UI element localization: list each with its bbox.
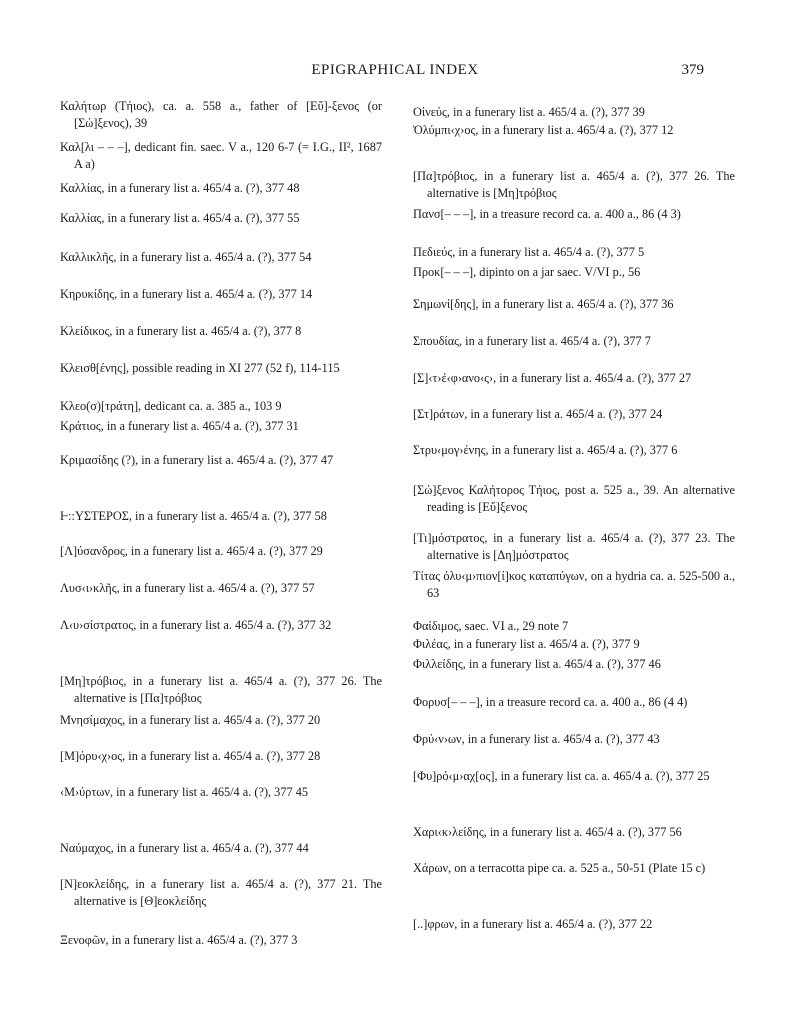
index-entry: Κράτιος, in a funerary list a. 465/4 a. (?), 377 31	[60, 419, 299, 433]
index-entry: Λ‹υ›σίστρατος, in a funerary list a. 465/4 a. (?), 377 32	[60, 618, 332, 632]
index-entry: Φορυσ[– – –], in a treasure record ca. a. 400 a., 86 (4 4)	[413, 695, 688, 709]
index-entry: Καλλίας, in a funerary list a. 465/4 a. (?), 377 48	[60, 181, 300, 195]
index-entry: Ὀλύμπι‹χ›ος, in a funerary list a. 465/4 a. (?), 377 12	[413, 123, 674, 137]
index-entry: Φιλλείδης, in a funerary list a. 465/4 a. (?), 377 46	[413, 657, 661, 671]
index-entry: Φαίδιμος, saec. VI a., 29 note 7	[413, 619, 569, 633]
index-entry: Καλλικλῆς, in a funerary list a. 465/4 a. (?), 377 54	[60, 250, 312, 264]
page-number: 379	[681, 62, 704, 78]
index-entry: ‹Μ›ύρτων, in a funerary list a. 465/4 a. (?), 377 45	[60, 785, 309, 799]
index-entry: [Στ]ράτων, in a funerary list a. 465/4 a. (?), 377 24	[413, 407, 663, 421]
index-entry: Κλεο(σ)[τράτη], dedicant ca. a. 385 a., 103 9	[60, 399, 282, 413]
index-entry: Φιλέας, in a funerary list a. 465/4 a. (?), 377 9	[413, 637, 640, 651]
index-entry: [Πα]τρόβιος, in a funerary list a. 465/4 a. (?), 377 26. The alternative is [Μη]τρόβιος	[413, 169, 735, 200]
index-entry: Τίτας ὀλυ‹μ›πιον[ί]κος καταπύγων, on a hydria ca. a. 525-500 a., 63	[413, 569, 735, 600]
index-entry: Πεδιεύς, in a funerary list a. 465/4 a. (?), 377 5	[413, 245, 645, 259]
index-entry: Σημωνί[δης], in a funerary list a. 465/4 a. (?), 377 36	[413, 297, 674, 311]
index-entry: Πανσ[– – –], in a treasure record ca. a. 400 a., 86 (4 3)	[413, 207, 681, 221]
index-entry: Καλλίας, in a funerary list a. 465/4 a. (?), 377 55	[60, 211, 300, 225]
index-entry: Προκ[– – –], dipinto on a jar saec. V/VI p., 56	[413, 265, 641, 279]
index-entry: Ξενοφῶν, in a funerary list a. 465/4 a. (?), 377 3	[60, 933, 298, 947]
index-entry: [Λ]ύσανδρος, in a funerary list a. 465/4 a. (?), 377 29	[60, 544, 323, 558]
index-entry: [Σ]‹τ›έ‹φ›ανο‹ς›, in a funerary list a. 465/4 a. (?), 377 27	[413, 371, 692, 385]
index-entry: [Μη]τρόβιος, in a funerary list a. 465/4 a. (?), 377 26. The alternative is [Πα]τρόβιος	[60, 674, 382, 705]
index-entry: Ναύμαχος, in a funerary list a. 465/4 a. (?), 377 44	[60, 841, 309, 855]
page-header	[0, 62, 790, 86]
index-entry: Χάρων, on a terracotta pipe ca. a. 525 a., 50-51 (Plate 15 c)	[413, 861, 706, 875]
index-entry: Οἰνεύς, in a funerary list a. 465/4 a. (?), 377 39	[413, 105, 645, 119]
index-entry: Φρύ‹ν›ων, in a funerary list a. 465/4 a. (?), 377 43	[413, 732, 660, 746]
index-entry: Σπουδίας, in a funerary list a. 465/4 a. (?), 377 7	[413, 334, 651, 348]
index-entry: Χαρι‹κ›λείδης, in a funerary list a. 465/4 a. (?), 377 56	[413, 825, 682, 839]
index-entry: [Τι]μόστρατος, in a funerary list a. 465/4 a. (?), 377 23. The alternative is [Δη]μόστρατος	[413, 531, 735, 562]
index-entry: Στρυ‹μογ›ένης, in a funerary list a. 465/4 a. (?), 377 6	[413, 443, 678, 457]
index-entry: Κλείδικος, in a funerary list a. 465/4 a. (?), 377 8	[60, 324, 302, 338]
index-entry: [Ν]εοκλείδης, in a funerary list a. 465/4 a. (?), 377 21. The alternative is [Θ]εοκλείδης	[60, 877, 382, 908]
index-entry: [..]φρων, in a funerary list a. 465/4 a. (?), 377 22	[413, 917, 653, 931]
index-entry: [Φυ]ρό‹μ›αχ[ος], in a funerary list ca. a. 465/4 a. (?), 377 25	[413, 769, 710, 783]
index-entry: Ⱶ::ΥΣΤΕΡΟΣ, in a funerary list a. 465/4 a. (?), 377 58	[60, 509, 327, 523]
index-entry: Καλ[λι – – –], dedicant fin. saec. V a., 120 6-7 (= I.G., II², 1687 A a)	[60, 140, 382, 171]
index-entry: [Μ]όρυ‹χ›ος, in a funerary list a. 465/4 a. (?), 377 28	[60, 749, 321, 763]
index-entry: Μνησίμαχος, in a funerary list a. 465/4 a. (?), 377 20	[60, 713, 321, 727]
index-entry: Κηρυκίδης, in a funerary list a. 465/4 a. (?), 377 14	[60, 287, 313, 301]
index-entry: Κριμασίδης (?), in a funerary list a. 465/4 a. (?), 377 47	[60, 453, 334, 467]
page-title: EPIGRAPHICAL INDEX	[311, 62, 479, 78]
index-entry: [Σώ]ξενος Καλήτορος Τήιος, post a. 525 a., 39. An alternative reading is [Εὔ]ξενος	[413, 483, 735, 514]
index-entry: Κλεισθ[ένης], possible reading in XI 277 (52 f), 114-115	[60, 361, 340, 375]
index-entry: Καλήτωρ (Τήιος), ca. a. 558 a., father of [Εὔ]-ξενος (or [Σώ]ξενος), 39	[60, 99, 382, 130]
index-entry: Λυσ‹ι›κλῆς, in a funerary list a. 465/4 a. (?), 377 57	[60, 581, 315, 595]
